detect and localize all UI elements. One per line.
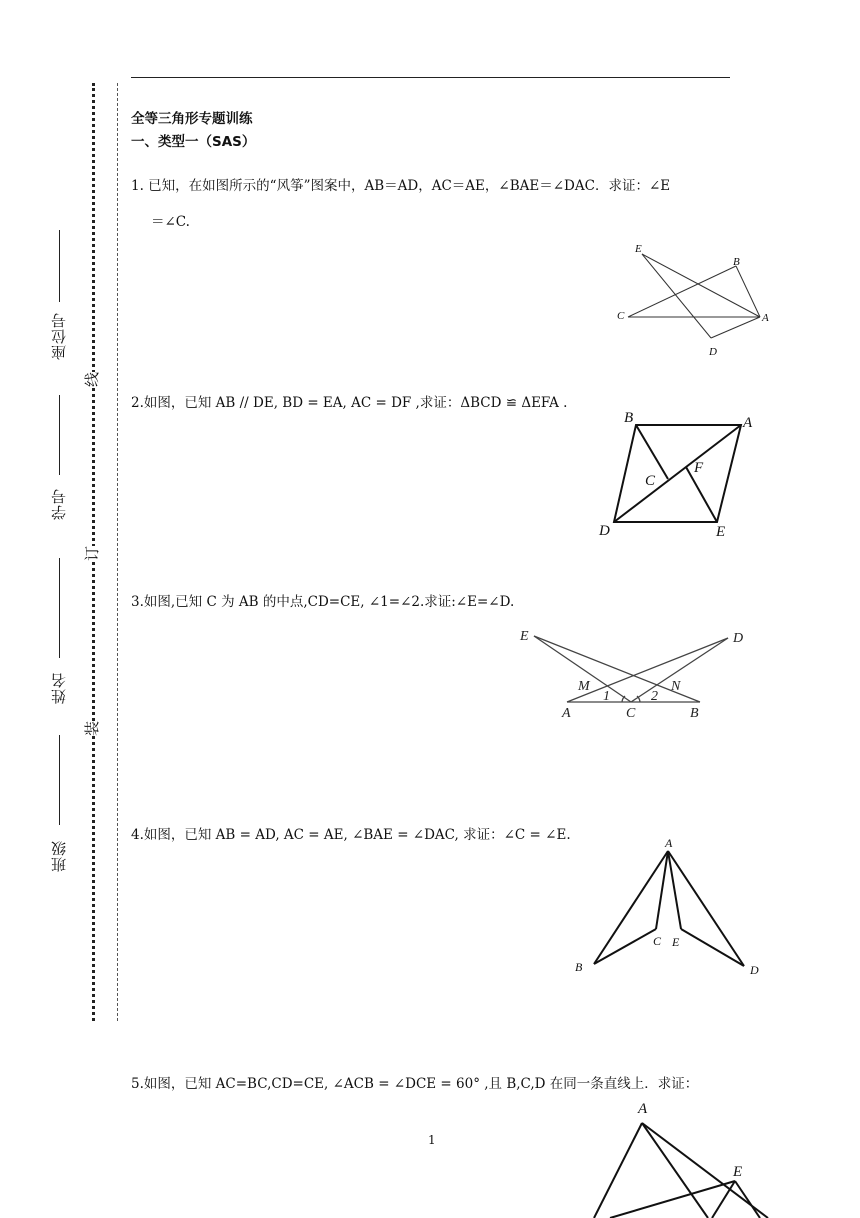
fig4-label-A: A	[665, 836, 673, 850]
fig3-label-A: A	[562, 706, 571, 721]
fig3-label-B: B	[690, 706, 699, 721]
fig4-label-C: C	[653, 934, 662, 948]
binding-char-line: 线	[79, 372, 104, 387]
fig3-label-M: M	[578, 679, 590, 694]
fig5-label-A: A	[638, 1101, 648, 1117]
fig2-label-D: D	[599, 523, 610, 539]
fig1-label-A: A	[762, 312, 769, 324]
id-underline	[59, 395, 60, 475]
name-underline	[59, 558, 60, 658]
fig3-label-N: N	[671, 679, 681, 694]
id-label: 学号	[50, 488, 68, 520]
fig3-label-C: C	[626, 706, 636, 721]
fig3-label-E: E	[520, 629, 529, 644]
fig4-label-D: D	[750, 963, 759, 977]
fig2-label-F: F	[694, 460, 704, 476]
fig1-label-B: B	[733, 256, 740, 268]
name-label: 姓名	[50, 672, 68, 704]
section-heading: 一、类型一（SAS）	[131, 134, 256, 150]
seat-underline	[59, 230, 60, 302]
figure-1-kite	[600, 238, 790, 363]
fig5-label-E: E	[733, 1164, 743, 1180]
fig1-label-E: E	[635, 243, 642, 255]
figure-2-parallelogram	[590, 400, 770, 545]
problem-1-line-2: ＝∠C.	[151, 214, 190, 230]
fig2-label-B: B	[624, 410, 634, 426]
figure-3-crossing	[510, 620, 760, 730]
fig4-label-B: B	[575, 960, 583, 974]
fig2-label-E: E	[716, 524, 726, 540]
problem-1-line-1: 1. 已知，在如图所示的“风筝”图案中，AB＝AD，AC＝AE，∠BAE＝∠DAC．求证：∠E	[131, 178, 671, 194]
figure-5-equilateral	[580, 1095, 780, 1218]
top-rule	[131, 77, 730, 78]
page-title: 全等三角形专题训练	[131, 111, 253, 127]
problem-5: 5.如图，已知 AC=BC,CD=CE, ∠ACB = ∠DCE = 60° ,且 B,C,D 在同一条直线上．求证：	[131, 1076, 699, 1092]
problem-4: 4.如图，已知 AB = AD, AC = AE, ∠BAE = ∠DAC, 求证：∠C = ∠E.	[131, 827, 571, 843]
fig1-label-D: D	[709, 346, 717, 358]
page-number: 1	[428, 1133, 436, 1147]
binding-char-zhuang: 装	[79, 721, 104, 736]
fig3-label-D: D	[733, 631, 744, 646]
fig3-label-1: 1	[603, 689, 610, 704]
fig1-label-C: C	[617, 310, 625, 322]
fig2-label-A: A	[743, 415, 753, 431]
class-label: 班级	[50, 840, 68, 872]
binding-char-ding: 订	[79, 546, 104, 561]
seat-label: 座位号	[50, 312, 68, 360]
fig4-label-E: E	[672, 935, 680, 949]
figure-4-arrow	[560, 830, 780, 990]
class-underline	[59, 735, 60, 825]
fig2-label-C: C	[645, 473, 656, 489]
problem-2: 2.如图，已知 AB // DE, BD = EA, AC = DF ,求证：ΔBCD ≌ ΔEFA .	[131, 395, 568, 411]
problem-3: 3.如图,已知 C 为 AB 的中点,CD=CE, ∠1=∠2.求证:∠E=∠D.	[131, 594, 515, 610]
fig3-label-2: 2	[651, 689, 658, 704]
margin-dashed-line	[117, 83, 118, 1021]
